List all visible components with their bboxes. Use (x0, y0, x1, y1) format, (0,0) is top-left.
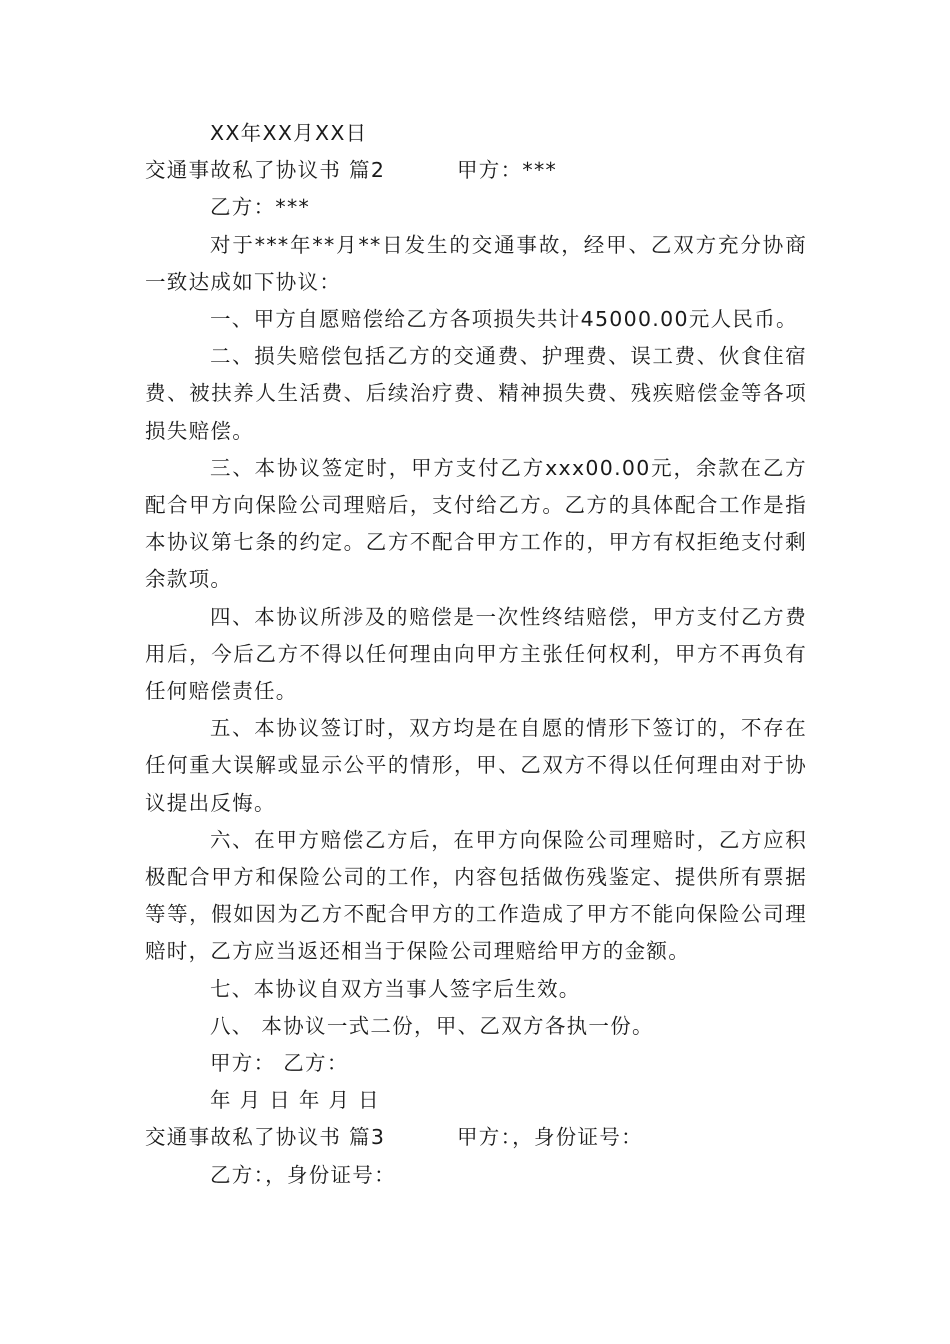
part3-party-a: 甲方：，身份证号： (457, 1125, 643, 1150)
part3-party-b: 乙方：，身份证号： (210, 1162, 396, 1187)
part2-heading-row (145, 152, 807, 189)
paragraph-intro: 对于***年**月**日发生的交通事故，经甲、乙双方充分协商一致达成如下协议： (145, 232, 807, 294)
clause-3: 三、本协议签定时，甲方支付乙方xxx00.00元，余款在乙方配合甲方向保险公司理赔后，支付给乙方。乙方的具体配合工作是指本协议第七条的约定。乙方不配合甲方工作的，甲方有权拒绝支付剩余款项。 (145, 455, 807, 592)
signature-date-line: 年 月 日 年 月 日 (210, 1088, 380, 1113)
part2-party-a: 甲方：*** (457, 158, 558, 183)
clause-1: 一、甲方自愿赔偿给乙方各项损失共计45000.00元人民币。 (210, 307, 798, 332)
clause-5: 五、本协议签订时，双方均是在自愿的情形下签订的，不存在任何重大误解或显示公平的情形，甲、乙双方不得以任何理由对于协议提出反悔。 (145, 716, 807, 815)
part2-title: 交通事故私了协议书 篇2 (145, 158, 386, 183)
clause-8: 八、 本协议一式二份，甲、乙双方各执一份。 (210, 1013, 654, 1038)
clause-6: 六、在甲方赔偿乙方后，在甲方向保险公司理赔时，乙方应积极配合甲方和保险公司的工作，内容包括做伤残鉴定、提供所有票据等等，假如因为乙方不配合甲方的工作造成了甲方不能向保险公司理赔时，乙方应当返还相当于保险公司理赔给甲方的金额。 (145, 827, 807, 964)
signature-line: 甲方： 乙方： (210, 1051, 349, 1076)
part3-title: 交通事故私了协议书 篇3 (145, 1125, 386, 1150)
clause-4: 四、本协议所涉及的赔偿是一次性终结赔偿，甲方支付乙方费用后，今后乙方不得以任何理由向甲方主张任何权利，甲方不再负有任何赔偿责任。 (145, 604, 807, 704)
clause-7: 七、本协议自双方当事人签字后生效。 (210, 976, 581, 1001)
document-body (145, 115, 807, 1194)
date-line: XX年XX月XX日 (210, 121, 368, 145)
part3-heading-row (145, 1119, 807, 1156)
clause-2: 二、损失赔偿包括乙方的交通费、护理费、误工费、伙食住宿费、被扶养人生活费、后续治疗费、精神损失费、残疾赔偿金等各项损失赔偿。 (145, 344, 807, 443)
part2-party-b: 乙方：*** (210, 195, 311, 220)
